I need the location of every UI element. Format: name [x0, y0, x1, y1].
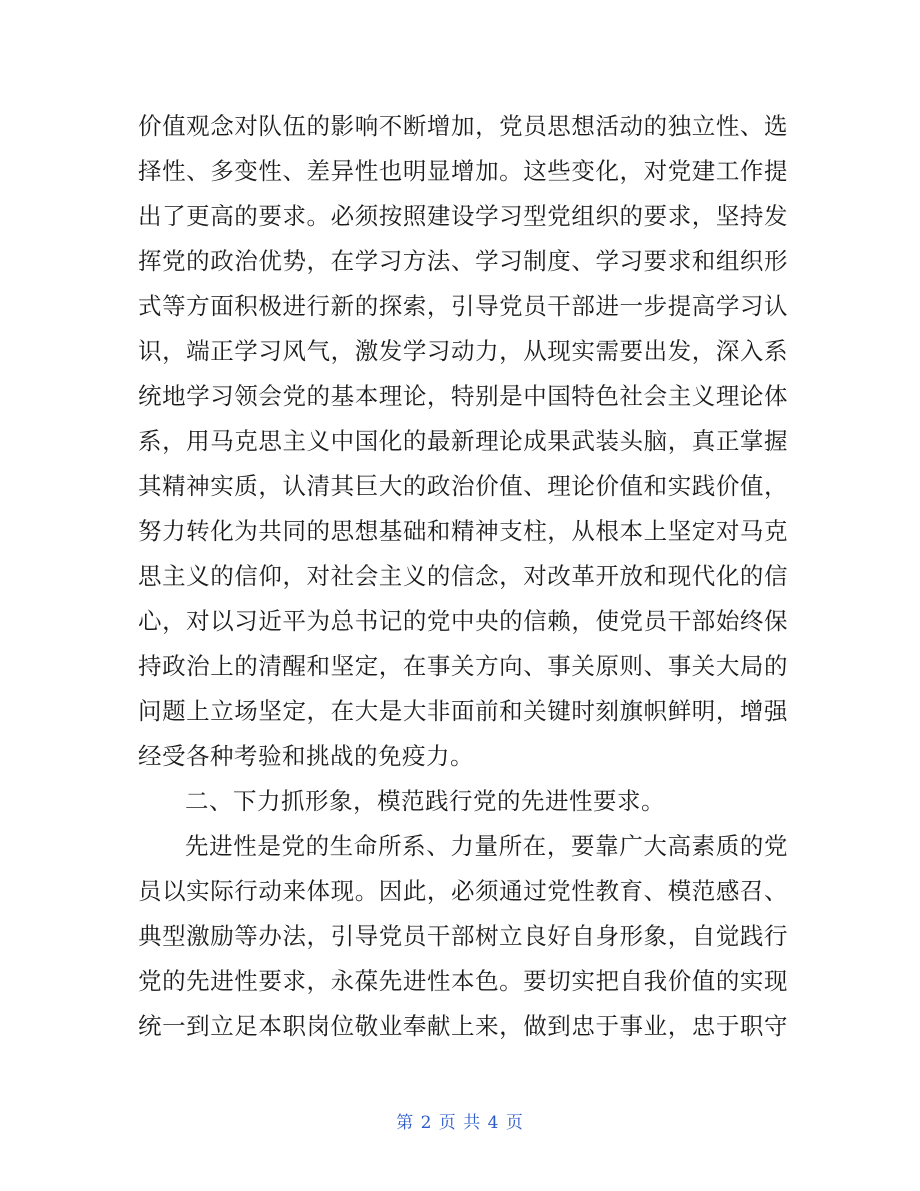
text-line: 努力转化为共同的思想基础和精神支柱，从根本上坚定对马克	[138, 517, 788, 545]
text-line: 式等方面积极进行新的探索，引导党员干部进一步提高学习认	[138, 292, 788, 320]
page-number-footer: 第 2 页 共 4 页	[396, 1113, 524, 1133]
text-line: 问题上立场坚定，在大是大非面前和关键时刻旗帜鲜明，增强	[138, 697, 788, 725]
document-body	[138, 104, 788, 1049]
text-line: 择性、多变性、差异性也明显增加。这些变化，对党建工作提	[138, 157, 788, 185]
text-line: 统一到立足本职岗位敬业奉献上来，做到忠于事业，忠于职守	[138, 1012, 788, 1040]
text-line: 持政治上的清醒和坚定，在事关方向、事关原则、事关大局的	[138, 652, 788, 680]
text-line: 思主义的信仰，对社会主义的信念，对改革开放和现代化的信	[138, 562, 788, 590]
text-line: 统地学习领会党的基本理论，特别是中国特色社会主义理论体	[138, 382, 788, 410]
text-line: 识，端正学习风气，激发学习动力，从现实需要出发，深入系	[138, 337, 788, 365]
text-line: 经受各种考验和挑战的免疫力。	[138, 742, 474, 770]
text-line: 先进性是党的生命所系、力量所在，要靠广大高素质的党	[185, 832, 788, 860]
text-line: 心，对以习近平为总书记的党中央的信赖，使党员干部始终保	[138, 607, 788, 635]
text-line: 员以实际行动来体现。因此，必须通过党性教育、模范感召、	[138, 877, 788, 905]
text-line: 价值观念对队伍的影响不断增加，党员思想活动的独立性、选	[138, 112, 788, 140]
text-line: 出了更高的要求。必须按照建设学习型党组织的要求，坚持发	[138, 202, 788, 230]
section-heading: 二、下力抓形象，模范践行党的先进性要求。	[185, 787, 665, 815]
text-line: 系，用马克思主义中国化的最新理论成果武装头脑，真正掌握	[138, 427, 788, 455]
text-line: 党的先进性要求，永葆先进性本色。要切实把自我价值的实现	[138, 967, 788, 995]
text-line: 其精神实质，认清其巨大的政治价值、理论价值和实践价值，	[138, 472, 788, 500]
text-line: 典型激励等办法，引导党员干部树立良好自身形象，自觉践行	[138, 922, 788, 950]
text-line: 挥党的政治优势，在学习方法、学习制度、学习要求和组织形	[138, 247, 788, 275]
